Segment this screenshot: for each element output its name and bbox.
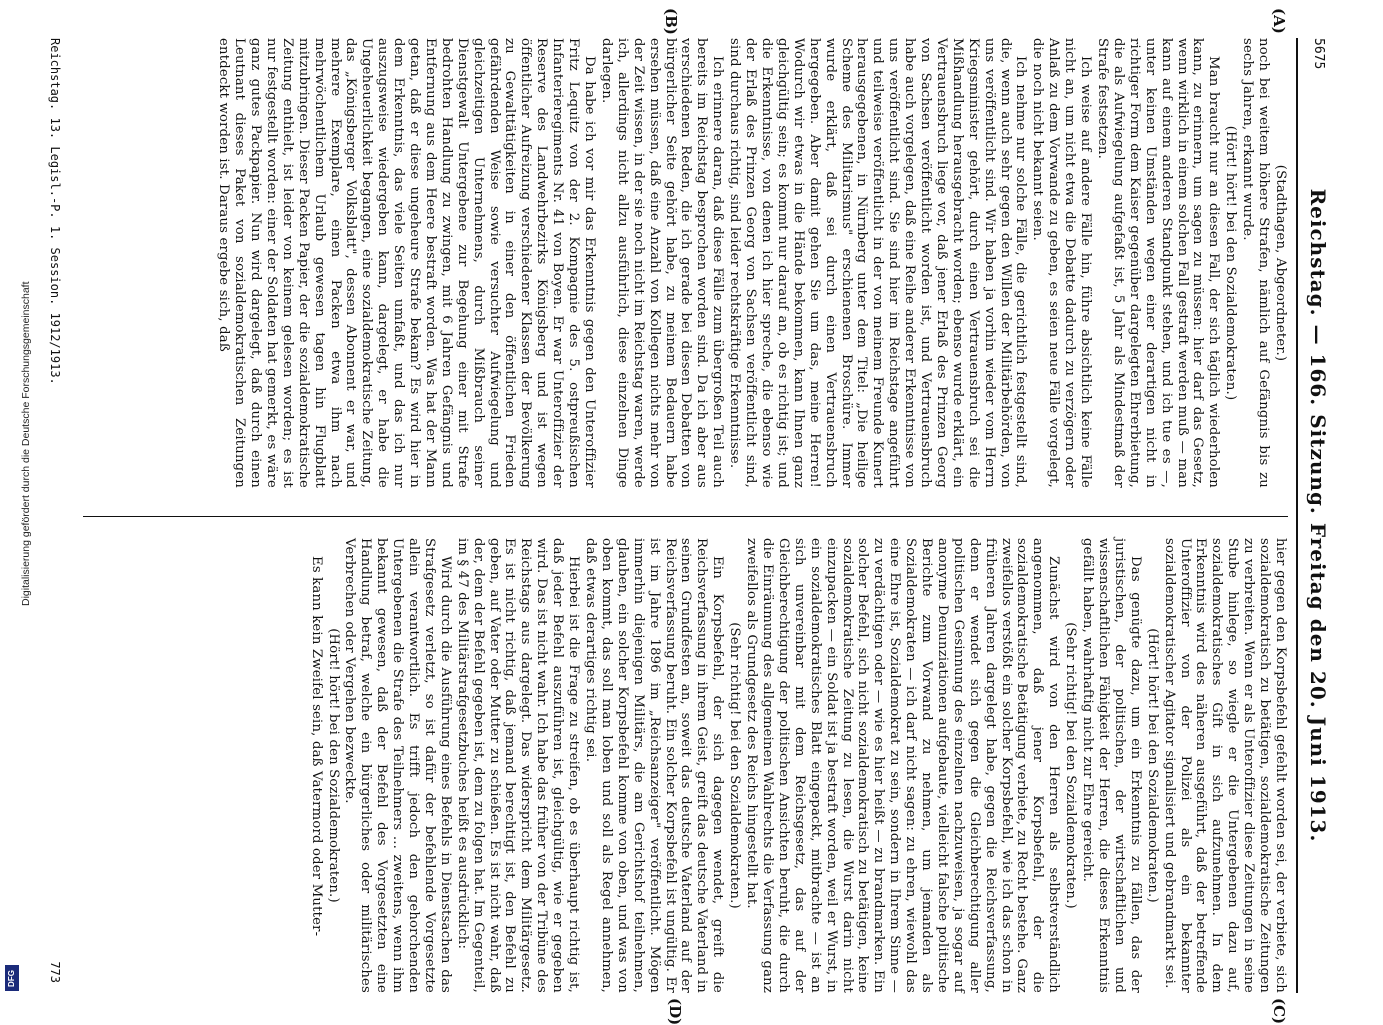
dfg-logo: DFG bbox=[5, 965, 19, 991]
interjection: (Hört! hört! bei den Sozialdemokraten.) bbox=[325, 628, 341, 903]
funding-notice: Digitalisierung gefördert durch die Deutsche Forschungsgemeinschaft bbox=[20, 281, 32, 606]
paragraph: Ich weise auf andere Fälle hin, führe absichtlich keine Fälle nicht an, um nicht etwa die Debatte dadurch zu verzögern oder Anlaß zu dem Vorwande zu geben, es seien neue Fälle vorgelegt, die noch nicht bekannt seien. bbox=[1030, 38, 1094, 488]
interjection: (Hört! hört! bei den Sozialdemokraten.) bbox=[1144, 628, 1160, 903]
interjection: (Sehr richtig! bei den Sozialdemokraten.) bbox=[1063, 622, 1079, 909]
page-title: Reichstag. — 166. Sitzung. Freitag den 20. Juni 1913. bbox=[1306, 188, 1330, 843]
rotated-page-sheet bbox=[42, 8, 1332, 1025]
paragraph: noch bei weitem höhere Strafen, nämlich auf Gefängnis bis zu sechs Jahren, erkannt wurde. bbox=[1240, 38, 1272, 488]
paragraph: Es kann kein Zweifel sein, daß Vatermord oder Mutter- bbox=[308, 556, 324, 937]
footer-session-info: Reichstag. 13. Legisl.-P. 1. Session. 1912/1913. bbox=[48, 38, 62, 385]
paragraph: Man braucht nur an diesen Fall, der sich täglich wiederholen kann, zu erinnern, um sagen zu müssen: hier darf das Gesetz, wenn wirklich in einem solchen Fall gestraft werden muß — man kann auf einem anderen Standpunkt stehen, und ich tue es —, unter keinen Umständen wegen einer derartigen nicht in richtiger Form dem Kaiser gegenüber dargelegten Ehrerbietung, die als Aufwiegelung aufgefaßt ist, 5 Jahr als Mindestmaß der Strafe festsetzen. bbox=[1095, 38, 1222, 488]
paragraph: Ein Korpsbefehl, der sich dagegen wendet, greift die Reichsverfassung in ihrem Geist, greift das deutsche Vaterland in seinen Grundfesten an, soweit das deutsche Vaterland auf der Reichsverfassung beruht. Ein solcher Korpsbefehl ist ungültig. Er ist im Jahre 1896 im „Reichsanzeiger" veröffentlicht. Mögen immerhin diejenigen Militärs, die am Gerichtshof teilnehmen, glauben, ein solcher Korpsbefehl komme von oben, und was von oben kommt, das soll man loben und soll als Regel annehmen, daß etwas derartiges richtig sei. bbox=[583, 538, 726, 993]
paragraph: Da habe ich vor mir das Erkenntnis gegen den Unteroffizier Fritz Lequitz von der 2. Kompagnie des 5. ostpreußischen Infanterieregiments Nr. 41 von Boyen. Er war Unteroffizier der Reserve des Landwehrbezirks Königsberg und ist wegen öffentlicher Aufreizung verschiedener Klassen der Bevölkerung zu Gewalttätigkeiten in einer den öffentlichen Frieden gefährdenden Weise sowie versuchter Aufwiegelung und gleichzeitigen Unternehmens, durch Mißbrauch seiner Dienstgewalt Untergebene zur Begehung einer mit Strafe bedrohten Handlung zu zwingen, mit 6 Jahren Gefängnis und Entfernung aus dem Heere bestraft worden. Was hat der Mann getan, daß er diese ungeheure Strafe bekam? Es wird hier in dem Erkenntnis, das viele Seiten umfaßt, und das ich nur auszugsweise wiedergeben kann, dargelegt, er habe die Ungeheuerlichkeit begangen, eine sozialdemokratische Zeitung, das „Königsberger Volksblatt", dessen Abonnent er war, und mehrere Exemplare, einen Packen etwa ihm nach mehrwöchentlichem Urlaub gewesen tagen hin Flugblatt mitzubringen. Dieser Packen Papier, der die sozialdemokratische Zeitung enthielt, ist leider von keinem gelesen worden; es ist nur festgestellt worden: einer der Soldaten hat gemerkt, es wäre ganz gutes Packpapier. Nun wird dargelegt, daß durch einen Leutnant dieses Paket von sozialdemokratischen Zeitungen entdeckt worden ist. Daraus ergebe sich, daß bbox=[216, 38, 598, 488]
paragraph: Zunächst wird von den Herren als selbstverständlich angenommen, daß jener Korpsbefehl, der die sozialdemokratische Betätigung verbiete, zu Recht bestehe. Ganz zweifellos verstößt ein solcher Korpsbefehl, wie ich das schon in früheren Jahren dargelegt habe, gegen die Reichsverfassung, denn er wendet sich gegen die Gleichberechtigung aller politischen Gesinnung des einzelnen nachzuweisen, ja sogar auf anonyme Denunziationen aufgebaute, vielleicht falsche politische Berichte zum Vorwand zu nehmen, um jemanden als Sozialdemokraten — ich darf nicht sagen: zu ehren, wiewohl das eine Ehre ist, Sozialdemokrat zu sein, sondern in Ihrem Sinne — zu verdächtigen oder — wie es hier heißt — zu brandmarken. Ein solcher Befehl, sich nicht sozialdemokratisch zu betätigen, keine sozialdemokratische Zeitung zu lesen, die Wurst darin nicht einzupacken — ein Soldat ist ja bestraft worden, weil er Wurst, in ein sozialdemokratisches Blatt eingepackt, mitbrachte — ist an sich unvereinbar mit dem Reichsgesetz, das auf der Gleichberechtigung der politischen Ansichten beruht, die durch die Einräumung des allgemeinen Wahlrechts die Verfassung ganz zweifellos als Grundgesetz des Reichs hingestellt hat. bbox=[744, 538, 1062, 993]
right-column bbox=[307, 538, 1288, 993]
interjection: (Sehr richtig! bei den Sozialdemokraten.) bbox=[727, 622, 743, 909]
column-separator bbox=[83, 516, 1288, 517]
paragraph: Ich erinnere daran, daß diese Fälle zum übergroßen Teil auch bereits im Reichstag besprochen worden sind. Da ich aber aus verschiedenen Reden, die ich gerade bei diesen Debatten von bürgerlicher Seite gehört habe, zu meinem Bedauern habe ersehen müssen, daß eine Anzahl von Kollegen nichts mehr von der Zeit wissen, in der sie noch nicht im Reichstag waren, werde ich, allerdings nicht allzu ausführlich, diese einzelnen Dinge darlegen. bbox=[598, 38, 726, 488]
margin-mark-d: (D) bbox=[666, 998, 684, 1025]
page-header bbox=[1292, 38, 1332, 993]
header-rule bbox=[1296, 38, 1298, 993]
paragraph: Das genügte dazu, um ein Erkenntnis zu fällen, das der juristischen, der politischen, der wirtschaftlichen und wissenschaftlichen Fähigkeit der Herren, die dieses Erkenntnis gefällt haben, wahrhaftig nicht zur Ehre gereicht. bbox=[1080, 538, 1143, 993]
margin-mark-b: (B) bbox=[662, 8, 680, 35]
page-number: 5675 bbox=[1311, 38, 1326, 70]
speaker-name: (Stadthagen, Abgeordneter.) bbox=[1273, 164, 1288, 362]
margin-mark-a: (A) bbox=[1270, 8, 1288, 34]
interjection: (Hört! hört! bei den Sozialdemokraten.) bbox=[1223, 125, 1239, 401]
digitization-sidebar bbox=[2, 0, 32, 1000]
paragraph: Ich nehme nur solche Fälle, die gerichtlich festgestellt sind, die, wenn auch sehr gegen den Willen der Militärbehörden, von uns veröffentlicht sind. Wir haben ja vorhin wieder vom Herrn Kriegsminister gehört, durch einen Vertrauensbruch sei die Mißhandlung herausgebracht worden; ebenso wurde erklärt, ein Vertrauensbruch liege vor, daß jener Erlaß des Prinzen Georg von Sachsen veröffentlicht worden ist, und Vertrauensbruch habe auch vorgelegen, daß eine Reihe anderer Erkenntnisse von uns veröffentlicht sind. Sie sind hier im Reichstage angeführt und teilweise veröffentlicht in der von meinem Freunde Kunert herausgegebenen, in Nürnberg unter dem Titel: „Die heilige Scheme des Militarismus" erschienenen Broschüre. Immer wurde erklärt, daß sei durch einen Vertrauensbruch hergegeben. Aber damit gehen Sie um das, meine Herren! Wodurch wir etwas in die Hände bekommen, kann Ihnen ganz gleichgültig sein; es kommt nur darauf an, ob es richtig ist; und die Erkenntnisse, von denen ich hier spreche, die ebenso wie der Erlaß des Prinzen Georg von Sachsen veröffentlicht sind, sind durchaus richtig, sind leider rechtskräftige Erkenntnisse. bbox=[727, 38, 1029, 488]
paragraph: hier gegen den Korpsbefehl gefehlt worden sei, der verbiete, sich sozialdemokratisch zu betätigen, sozialdemokratische Zeitungen zu verbreiten. Wenn er als Unteroffizier diese Zeitungen in seine Stube hinlege, so wiegle er die Untergebenen dazu auf, sozialdemokratisches Gift in sich aufzunehmen. In dem Erkenntnis wird des näheren ausgeführt, daß der betreffende Unteroffizier von der Polizei als ein bekannter sozialdemokratischer Agitator signalisiert und gebrandmarkt sei. bbox=[1161, 538, 1288, 993]
quotation: Wird durch die Ausführung eines Befehls in Dienstsachen das Strafgesetz verletzt, so ist dafür der befehlende Vorgesetzte allein verantwortlich. Es trifft jedoch den gehorchenden Untergebenen die Strafe des Teilnehmers ... zweitens, wenn ihm bekannt gewesen, daß der Befehl des Vorgesetzten eine Handlung betraf, welche ein bürgerliches oder militärisches Verbrechen oder Vergehen bezweckte. bbox=[342, 538, 453, 993]
margin-mark-c: (C) bbox=[1270, 998, 1288, 1025]
left-column bbox=[214, 38, 1288, 488]
paragraph: Hierbei ist die Frage zu streifen, ob es überhaupt richtig ist, daß jeder Befehl auszuführen ist, gleichgültig, wie er gegeben wird. Das ist nicht wahr. Ich habe das früher von der Tribüne des Reichstags aus dargelegt. Das widerspricht dem Militärgesetz. Es ist nicht richtig, daß jemand berechtigt ist, den Befehl zu geben, auf Vater oder Mutter zu schießen. Es ist nicht wahr, daß der, dem der Befehl gegeben ist, dem zu folgen hat. Im Gegenteil, im § 47 des Militärstrafgesetzbuches heißt es ausdrücklich: bbox=[454, 538, 582, 993]
footer-page-number: 773 bbox=[48, 961, 62, 983]
